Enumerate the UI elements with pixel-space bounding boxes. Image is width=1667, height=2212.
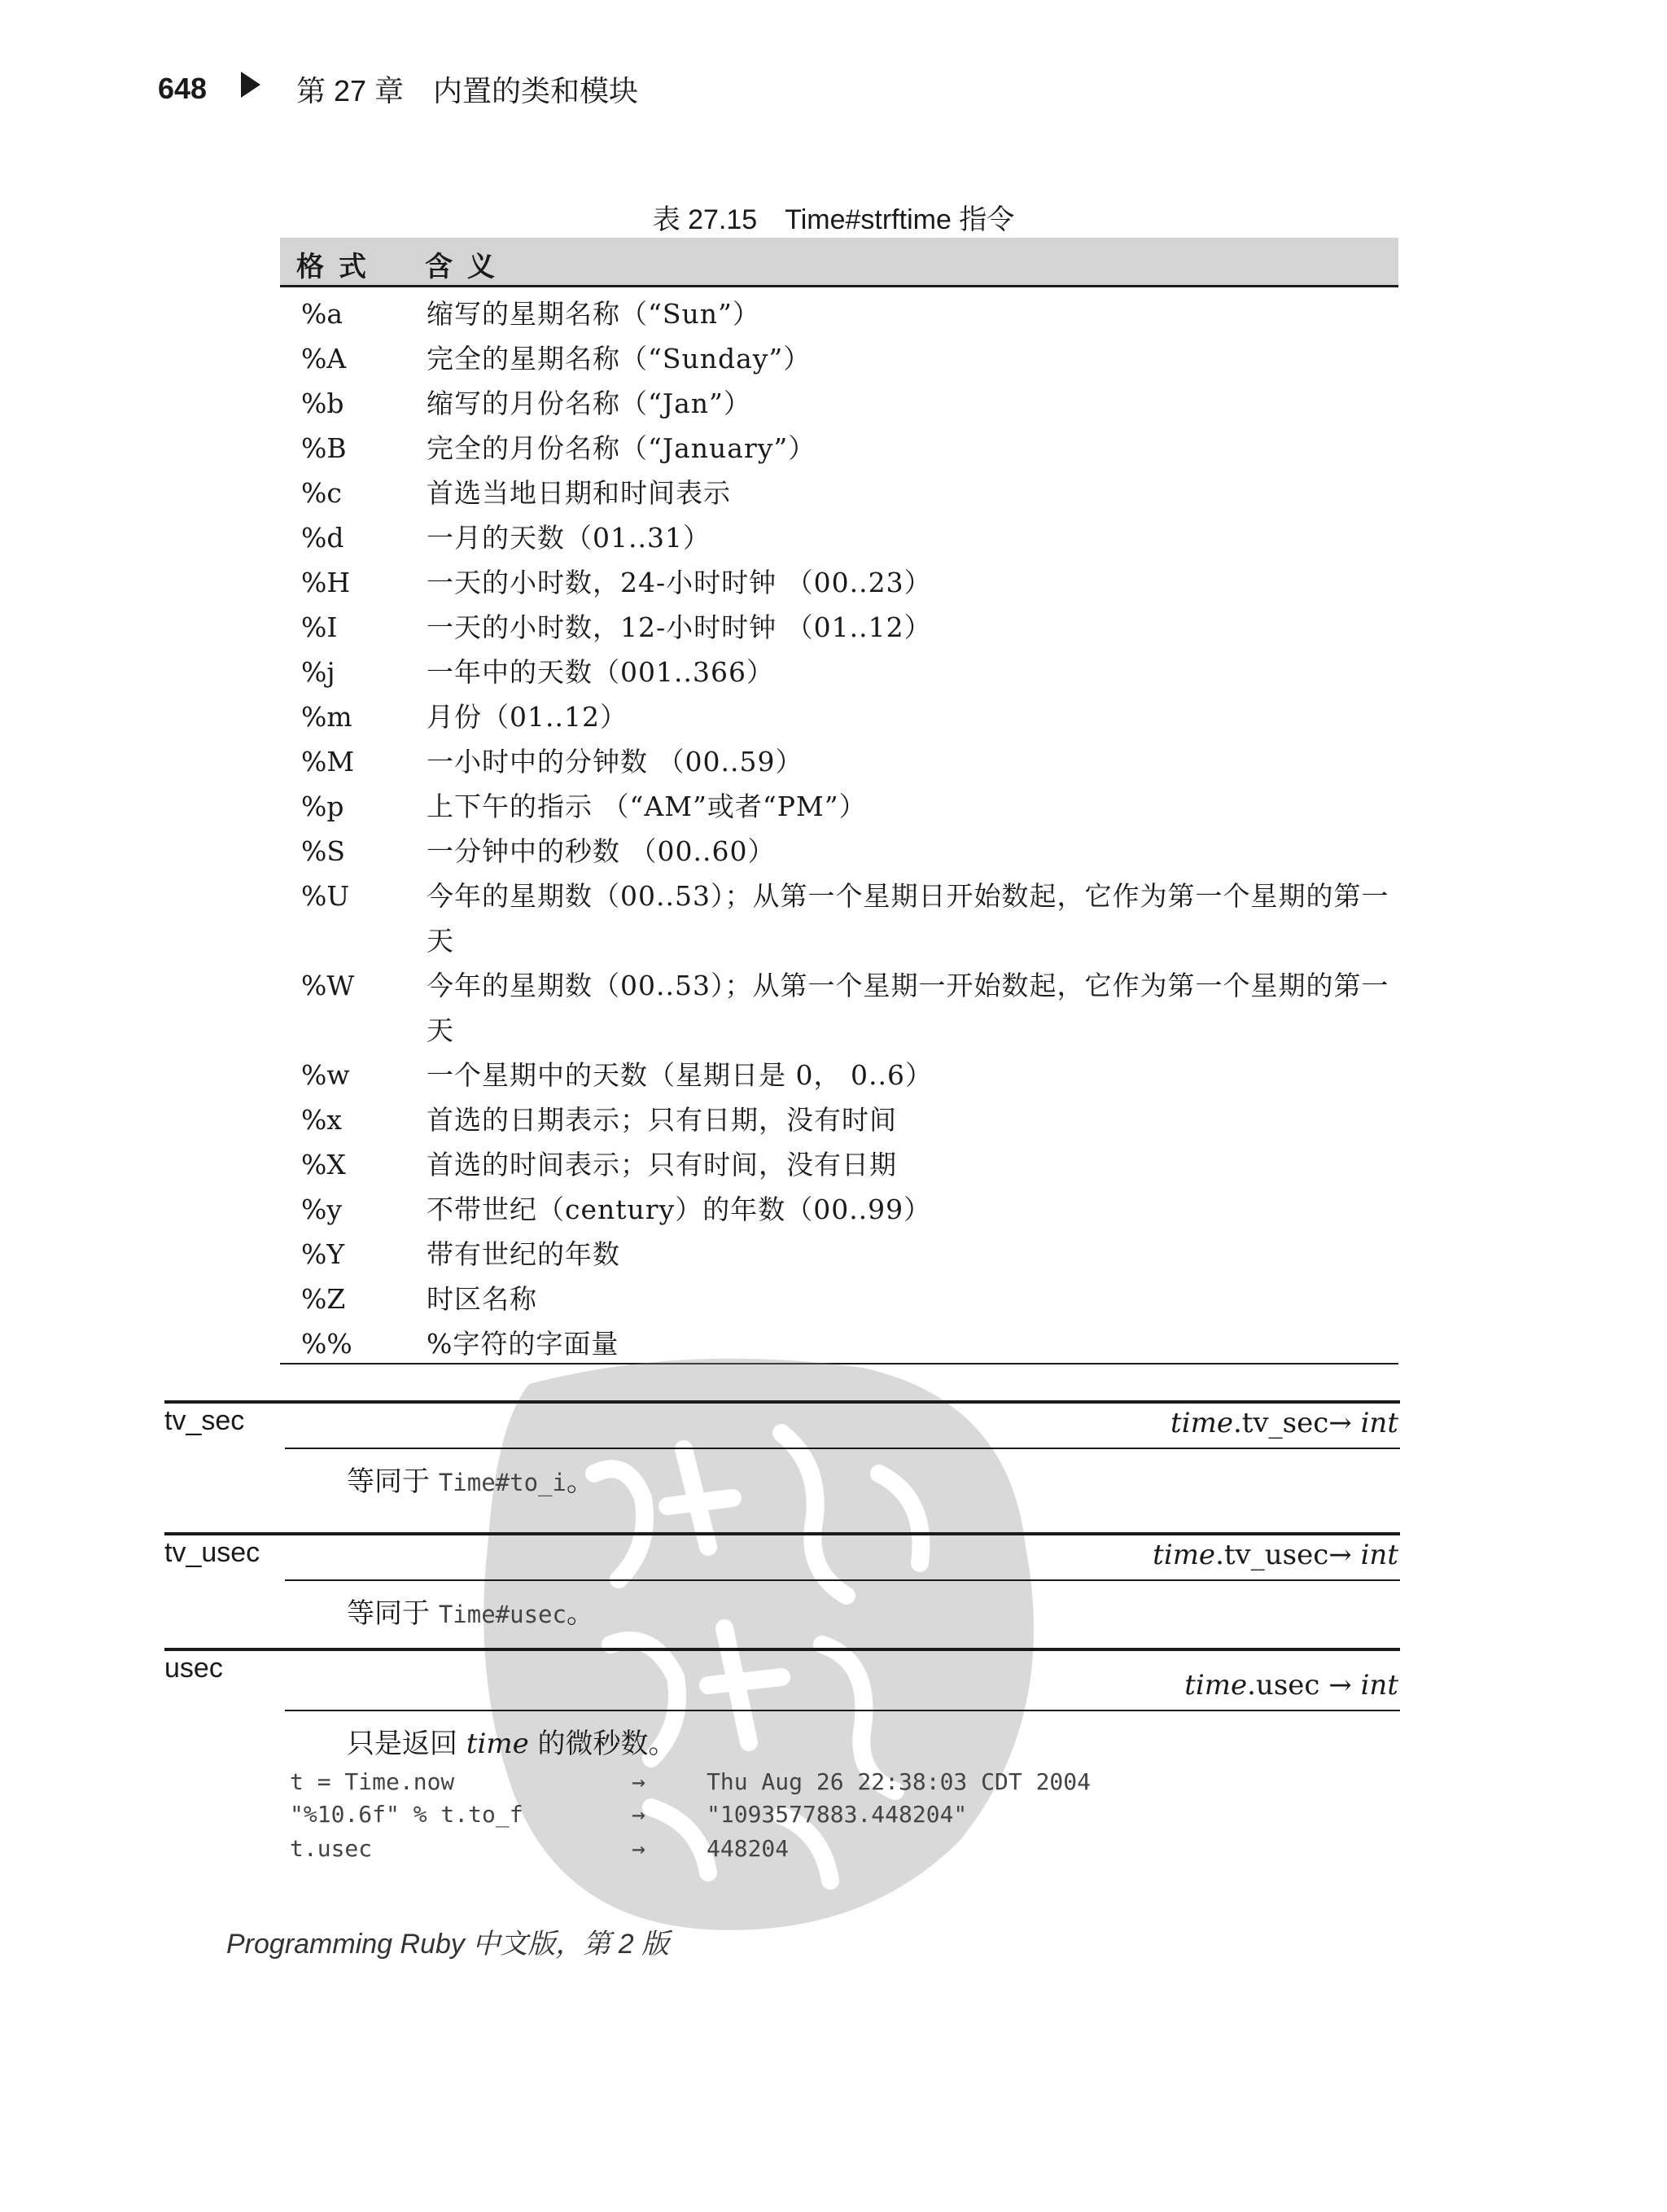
method-signature-rule bbox=[285, 1448, 1400, 1449]
method-top-rule bbox=[164, 1648, 1400, 1651]
method-name: usec bbox=[164, 1653, 223, 1684]
format-meaning: 缩写的星期名称（“Sun”） bbox=[427, 298, 760, 330]
format-meaning: 一月的天数（01..31） bbox=[427, 522, 711, 554]
format-meaning: 一个星期中的天数（星期日是 0， 0..6） bbox=[427, 1059, 933, 1091]
format-code: %w bbox=[301, 1059, 350, 1091]
format-meaning: 时区名称 bbox=[427, 1283, 537, 1315]
signature-call: .tv_usec bbox=[1215, 1539, 1329, 1571]
format-code: %X bbox=[301, 1149, 346, 1180]
method-description: 只是返回 time 的微秒数。 bbox=[347, 1728, 676, 1760]
signature-object: time bbox=[1153, 1539, 1216, 1571]
code-expression: "%10.6f" % t.to_f bbox=[290, 1801, 523, 1828]
arrow-icon: → bbox=[1328, 1539, 1352, 1571]
format-meaning: 上下午的指示 （“AM”或者“PM”） bbox=[427, 791, 867, 822]
format-code: %c bbox=[301, 477, 342, 509]
format-code: %% bbox=[301, 1328, 352, 1360]
method-top-rule bbox=[164, 1532, 1400, 1535]
format-code: %H bbox=[301, 567, 351, 598]
method-name: tv_sec bbox=[164, 1405, 245, 1436]
table-caption: 表 27.15 Time#strftime 指令 bbox=[652, 204, 1015, 235]
arrow-icon: → bbox=[632, 1801, 645, 1828]
table-bottom-rule bbox=[280, 1363, 1398, 1364]
table-header bbox=[280, 238, 1398, 287]
code-expression: t = Time.now bbox=[290, 1768, 455, 1795]
method-signature-rule bbox=[285, 1710, 1400, 1711]
format-meaning: %字符的字面量 bbox=[427, 1328, 619, 1360]
format-code: %I bbox=[301, 611, 338, 643]
format-code: %b bbox=[301, 388, 344, 419]
format-code: %B bbox=[301, 432, 347, 464]
header-arrow-icon bbox=[241, 72, 260, 98]
format-code: %a bbox=[301, 298, 343, 330]
arrow-icon: → bbox=[1328, 1407, 1352, 1439]
arrow-icon: → bbox=[1328, 1669, 1352, 1702]
method-signature-rule bbox=[285, 1579, 1400, 1581]
format-meaning: 完全的月份名称（“January”） bbox=[427, 432, 816, 464]
format-meaning: 首选的时间表示；只有时间，没有日期 bbox=[427, 1149, 897, 1180]
format-meaning: 一天的小时数，12-小时时钟 （01..12） bbox=[427, 611, 932, 643]
code-reference: Time#usec bbox=[438, 1601, 567, 1628]
method-description: 等同于 Time#to_i。 bbox=[347, 1465, 594, 1498]
format-code: %S bbox=[301, 835, 345, 867]
format-meaning: 完全的星期名称（“Sunday”） bbox=[427, 343, 812, 375]
column-header-format: 格式 bbox=[296, 251, 381, 283]
code-reference: Time#to_i bbox=[438, 1469, 567, 1496]
format-meaning: 一小时中的分钟数 （00..59） bbox=[427, 746, 803, 777]
arrow-icon: → bbox=[632, 1835, 645, 1862]
format-code: %m bbox=[301, 701, 352, 733]
book-footer: Programming Ruby 中文版，第 2 版 bbox=[226, 1929, 670, 1960]
method-signature bbox=[1153, 1539, 1398, 1571]
signature-return: int bbox=[1360, 1407, 1398, 1439]
format-meaning: 首选的日期表示；只有日期，没有时间 bbox=[427, 1104, 897, 1136]
page-number: 648 bbox=[158, 72, 208, 105]
chapter-title: 第 27 章 内置的类和模块 bbox=[296, 74, 639, 107]
format-meaning: 一年中的天数（001..366） bbox=[427, 656, 774, 688]
format-meaning: 不带世纪（century）的年数（00..99） bbox=[427, 1194, 932, 1225]
format-meaning: 缩写的月份名称（“Jan”） bbox=[427, 388, 751, 419]
signature-return: int bbox=[1360, 1669, 1398, 1702]
method-top-rule bbox=[164, 1400, 1400, 1404]
format-code: %p bbox=[301, 791, 344, 822]
format-code: %A bbox=[301, 343, 347, 375]
format-meaning: 今年的星期数（00..53）；从第一个星期一开始数起，它作为第一个星期的第一天 bbox=[427, 970, 1389, 1046]
signature-call: .tv_sec bbox=[1232, 1407, 1329, 1439]
method-signature bbox=[1184, 1669, 1398, 1702]
format-code: %Z bbox=[301, 1283, 346, 1315]
format-meaning: 今年的星期数（00..53）；从第一个星期日开始数起，它作为第一个星期的第一天 bbox=[427, 880, 1389, 957]
code-result: Thu Aug 26 22:38:03 CDT 2004 bbox=[707, 1768, 1092, 1795]
column-header-meaning: 含义 bbox=[425, 251, 510, 283]
format-meaning: 首选当地日期和时间表示 bbox=[427, 477, 731, 509]
arrow-icon: → bbox=[632, 1768, 645, 1795]
code-result: "1093577883.448204" bbox=[707, 1801, 968, 1828]
signature-return: int bbox=[1360, 1539, 1398, 1571]
format-code: %Y bbox=[301, 1238, 345, 1270]
format-code: %y bbox=[301, 1194, 342, 1225]
code-result: 448204 bbox=[707, 1835, 790, 1862]
signature-object: time bbox=[1170, 1407, 1233, 1439]
signature-call: .usec bbox=[1247, 1669, 1329, 1702]
method-description: 等同于 Time#usec。 bbox=[347, 1597, 594, 1630]
code-reference: time bbox=[466, 1728, 529, 1760]
format-code: %d bbox=[301, 522, 344, 554]
format-meaning: 一天的小时数，24-小时时钟 （00..23） bbox=[427, 567, 932, 598]
format-code: %j bbox=[301, 656, 335, 688]
method-name: tv_usec bbox=[164, 1537, 260, 1568]
format-code: %x bbox=[301, 1104, 342, 1136]
code-expression: t.usec bbox=[290, 1835, 373, 1862]
format-code: %W bbox=[301, 970, 355, 1001]
format-meaning: 月份（01..12） bbox=[427, 701, 628, 733]
format-meaning: 带有世纪的年数 bbox=[427, 1238, 620, 1270]
signature-object: time bbox=[1184, 1669, 1248, 1702]
format-code: %M bbox=[301, 746, 355, 777]
format-code: %U bbox=[301, 880, 350, 912]
method-signature bbox=[1170, 1407, 1398, 1439]
format-meaning: 一分钟中的秒数 （00..60） bbox=[427, 835, 776, 867]
